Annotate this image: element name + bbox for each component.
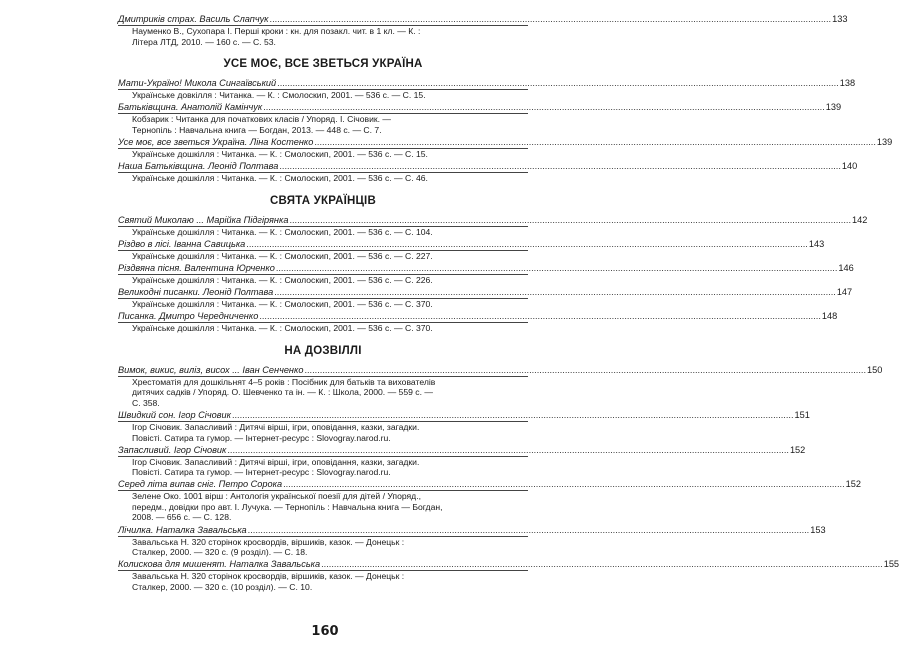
entry-heading <box>118 286 853 299</box>
section-heading: НА ДОЗВІЛЛІ <box>284 344 362 357</box>
entry-heading <box>118 524 826 537</box>
source-line: Українське дошкілля : Читанка. — К. : Смолоскип, 2001. — 536 с. — С. 226. <box>132 274 433 285</box>
entry-heading <box>118 409 810 422</box>
toc-entry <box>118 364 883 409</box>
leader-dots: ............................................................................................................................................................................................................................ <box>275 262 838 273</box>
entry-page-number: 140 <box>841 161 858 172</box>
entry-title: Дмитриків страх. Василь Слапчук <box>118 14 269 24</box>
entry-source <box>118 422 528 443</box>
toc-entry <box>118 214 868 238</box>
entry-source <box>118 491 528 523</box>
source-line: 2008. — 656 с. — С. 128. <box>132 512 232 523</box>
toc-entry <box>118 559 899 592</box>
entry-page-number: 152 <box>789 444 806 455</box>
source-line: Завальська Н. 320 сторінок кросвордів, віршиків, казок. — Донецьк : <box>132 571 405 582</box>
leader-dots: ............................................................................................................................................................................................................................ <box>227 444 789 455</box>
leader-dots: ............................................................................................................................................................................................................................ <box>277 78 839 89</box>
leader-dots: ............................................................................................................................................................................................................................ <box>304 364 867 375</box>
entry-source <box>118 377 528 409</box>
entry-page-number: 147 <box>836 286 853 297</box>
source-line: Завальська Н. 320 сторінок кросвордів, віршиків, казок. — Донецьк : <box>132 536 405 547</box>
leader-dots: ............................................................................................................................................................................................................................ <box>274 286 836 297</box>
leader-dots: ............................................................................................................................................................................................................................ <box>269 14 832 24</box>
leader-dots: ............................................................................................................................................................................................................................ <box>246 238 808 249</box>
entry-title: Усе моє, все зветься Україна. Ліна Костенко <box>118 136 314 147</box>
source-line: Літера ЛТД, 2010. — 160 с. — С. 53. <box>132 36 276 47</box>
entry-page-number: 148 <box>821 311 838 322</box>
entry-title: Писанка. Дмитро Чередниченко <box>118 311 259 322</box>
source-line: передм., довідки про авт. І. Лучука. — Тернопіль : Навчальна книга — Богдан, <box>132 501 443 512</box>
entry-page-number: 155 <box>883 559 899 570</box>
entry-heading <box>118 364 883 377</box>
leader-dots: ............................................................................................................................................................................................................................ <box>321 559 883 570</box>
entry-page-number: 150 <box>867 364 883 375</box>
toc-section <box>118 194 868 334</box>
entry-title: Мати-Україно! Микола Сингаївський <box>118 78 277 89</box>
entry-source <box>118 90 528 101</box>
source-line: Українське дошкілля : Читанка. — К. : Смолоскип, 2001. — 536 с. — С. 227. <box>132 250 433 261</box>
entry-title: Святий Миколаю ... Марійка Підгірянка <box>118 214 289 225</box>
toc-entry <box>118 479 861 523</box>
table-of-contents <box>118 14 899 594</box>
entry-heading <box>118 102 842 114</box>
source-line: Українське дошкілля : Читанка. — К. : Смолоскип, 2001. — 536 с. — С. 15. <box>132 148 428 159</box>
entry-page-number: 146 <box>838 262 854 273</box>
entry-page-number: 151 <box>794 409 810 420</box>
source-line: Українське дошкілля : Читанка. — К. : Смолоскип, 2001. — 536 с. — С. 46. <box>132 173 428 184</box>
entry-title: Швидкий сон. Ігор Січовик <box>118 409 231 420</box>
toc-entry <box>118 136 893 160</box>
toc-entry <box>118 311 838 334</box>
toc-entry <box>118 286 853 310</box>
entry-source <box>118 457 528 478</box>
leader-dots: ............................................................................................................................................................................................................................ <box>259 311 821 322</box>
source-line: Українське довкілля : Читанка. — К. : Смолоскип, 2001. — 536 с. — С. 15. <box>132 90 426 101</box>
entry-title: Наша Батьківщина. Леонід Полтава <box>118 161 279 172</box>
leader-dots: ............................................................................................................................................................................................................................ <box>231 409 794 420</box>
source-line: Українське дошкілля : Читанка. — К. : Смолоскип, 2001. — 536 с. — С. 104. <box>132 226 433 237</box>
leader-dots: ............................................................................................................................................................................................................................ <box>247 524 810 535</box>
entry-heading <box>118 262 854 275</box>
leader-dots: ............................................................................................................................................................................................................................ <box>263 102 825 113</box>
entry-title: Лічилка. Наталка Завальська <box>118 524 247 535</box>
source-line: Науменко В., Сухопара І. Перші кроки : кн. для позакл. чит. в 1 кл. — К. : <box>132 26 421 36</box>
source-line: Тернопіль : Навчальна книга — Богдан, 2013. — 448 с. — С. 7. <box>132 124 382 135</box>
entry-page-number: 139 <box>876 136 893 147</box>
toc-entry <box>118 409 810 443</box>
entry-source <box>118 149 528 160</box>
entry-heading <box>118 238 825 251</box>
leader-dots: ............................................................................................................................................................................................................................ <box>279 161 841 172</box>
toc-entry <box>118 78 856 101</box>
entry-heading <box>118 161 858 173</box>
entry-source <box>118 173 528 184</box>
toc-entry <box>118 524 826 558</box>
leader-dots: ............................................................................................................................................................................................................................ <box>289 214 852 225</box>
entry-source <box>118 299 528 310</box>
entry-source <box>118 114 528 135</box>
entry-heading <box>118 479 861 491</box>
entry-source <box>118 323 528 334</box>
toc-entry <box>118 444 806 478</box>
entry-page-number: 138 <box>839 78 856 89</box>
entry-source <box>118 571 528 592</box>
entry-heading <box>118 444 806 457</box>
toc-entry <box>118 262 854 286</box>
entry-source <box>118 227 528 238</box>
entry-title: Вимок, викис, виліз, висох ... Іван Сенченко <box>118 364 304 375</box>
source-line: Ігор Січовик. Запасливий : Дитячі вірші, ігри, оповідання, казки, загадки. <box>132 421 420 432</box>
source-line: Українське дошкілля : Читанка. — К. : Смолоскип, 2001. — 536 с. — С. 370. <box>132 323 433 334</box>
source-line: Ігор Січовик. Запасливий : Дитячі вірші, ігри, оповідання, казки, загадки. <box>132 456 420 467</box>
entry-page-number: 143 <box>808 238 825 249</box>
source-line: Повісті. Сатира та гумор. — Інтернет-ресурс : Slovogray.narod.ru. <box>132 432 391 443</box>
source-line: Хрестоматія для дошкільнят 4–5 років : Посібник для батьків та вихователів <box>132 376 436 387</box>
source-line: Сталкер, 2000. — 320 с. (10 розділ). — С. 10. <box>132 581 313 592</box>
entry-title: Серед літа випав сніг. Петро Сорока <box>118 479 283 490</box>
entry-source <box>118 26 528 47</box>
leader-dots: ............................................................................................................................................................................................................................ <box>283 479 845 490</box>
toc-block <box>118 14 848 47</box>
entry-page-number: 153 <box>810 524 826 535</box>
entry-page-number: 139 <box>825 102 842 113</box>
source-line: С. 358. <box>132 397 160 408</box>
source-line: Повісті. Сатира та гумор. — Інтернет-ресурс : Slovogray.narod.ru. <box>132 467 391 478</box>
entry-title: Батьківщина. Анатолій Камінчук <box>118 102 263 113</box>
toc-section <box>118 344 899 593</box>
source-line: Сталкер, 2000. — 320 с. (9 розділ). — С. 18. <box>132 547 308 558</box>
entry-title: Різдво в лісі. Іванна Савицька <box>118 238 246 249</box>
toc-entry <box>118 238 825 262</box>
entry-heading <box>118 214 868 227</box>
source-line: Українське дошкілля : Читанка. — К. : Смолоскип, 2001. — 536 с. — С. 370. <box>132 298 433 309</box>
entry-page-number: 133 <box>832 14 848 24</box>
entry-heading <box>118 136 893 149</box>
entry-page-number: 152 <box>845 479 861 490</box>
entry-title: Запасливий. Ігор Січовик <box>118 444 227 455</box>
toc-entry <box>118 102 842 135</box>
entry-title: Колискова для мишенят. Наталка Завальська <box>118 559 321 570</box>
entry-heading <box>118 311 838 323</box>
entry-title: Різдвяна пісня. Валентина Юрченко <box>118 262 275 273</box>
toc-entry <box>118 161 858 184</box>
entry-heading <box>118 14 848 26</box>
entry-source <box>118 537 528 558</box>
source-line: Зелене Око. 1001 вірш : Антологія української поезії для дітей / Упоряд., <box>132 491 421 502</box>
page-number: 160 <box>311 624 339 639</box>
entry-source <box>118 251 528 262</box>
section-heading: СВЯТА УКРАЇНЦІВ <box>270 194 376 207</box>
entry-title: Великодні писанки. Леонід Полтава <box>118 286 274 297</box>
toc-entry <box>118 14 848 47</box>
entry-source <box>118 275 528 286</box>
source-line: дитячих садків / Упоряд. О. Шевченко та ін. — К. : Школа, 2000. — 559 с. — <box>132 387 433 398</box>
toc-section <box>118 57 893 184</box>
source-line: Кобзарик : Читанка для початкових класів / Упоряд. І. Січовик. — <box>132 114 391 125</box>
section-heading: УСЕ МОЄ, ВСЕ ЗВЕТЬСЯ УКРАЇНА <box>223 58 423 71</box>
entry-heading <box>118 559 899 571</box>
leader-dots: ............................................................................................................................................................................................................................ <box>314 136 876 147</box>
entry-heading <box>118 78 856 90</box>
entry-page-number: 142 <box>852 214 868 225</box>
